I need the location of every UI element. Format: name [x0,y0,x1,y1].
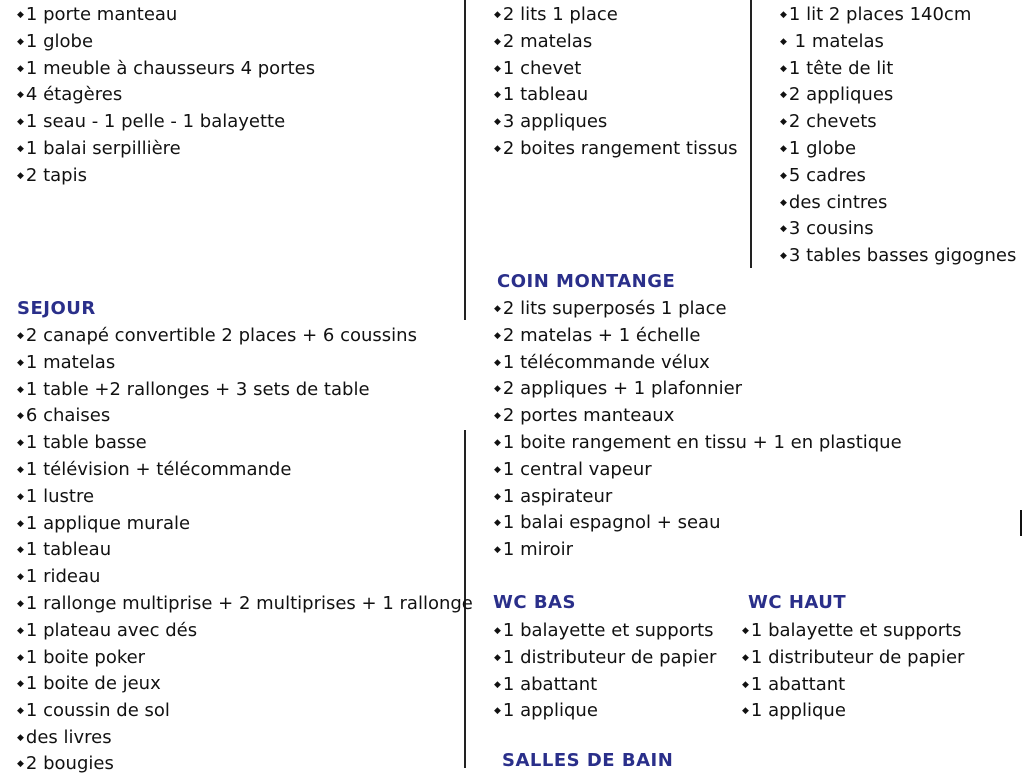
list-wc-haut [742,618,964,725]
list-item: ◆ 1 coussin de sol [17,698,473,725]
list-item: ◆ 2 tapis [17,163,315,190]
list-item: ◆ 2 bougies [17,751,114,778]
list-item: ◆ 2 appliques + 1 plafonnier [494,376,902,403]
list-item: ◆ 1 boite poker [17,645,473,672]
list-item: ◆ 2 portes manteaux [494,403,902,430]
list-item: ◆ 1 globe [780,136,1016,163]
list-item: ◆ 1 globe [17,29,315,56]
list-right-top [780,2,1016,270]
list-item: ◆ 3 appliques [494,109,738,136]
list-item: ◆ des livres [17,725,473,752]
list-item: ◆ 4 étagères [17,82,315,109]
list-item: ◆ 1 lustre [17,484,473,511]
list-item: ◆ 1 boite de jeux [17,671,473,698]
list-item: ◆ 1 rideau [17,564,473,591]
list-item: ◆ 1 balai espagnol + seau [494,510,902,537]
divider-left-top [464,0,466,320]
list-item: ◆ 1 matelas [17,350,473,377]
list-item: ◆ 2 appliques [780,82,1016,109]
list-item: ◆ 1 rallonge multiprise + 2 multiprises + 1 rallonge [17,591,473,618]
section-title-salles-de-bain: SALLES DE BAIN [502,750,674,771]
list-item: ◆ 1 abattant [494,672,716,699]
list-item: ◆ 1 télécommande vélux [494,350,902,377]
list-item: ◆ 2 boites rangement tissus [494,136,738,163]
divider-right-top [750,0,752,268]
list-item: ◆ 1 distributeur de papier [742,645,964,672]
list-item: ◆ 1 table basse [17,430,473,457]
list-item: ◆ 1 porte manteau [17,2,315,29]
list-item: ◆ 1 balai serpillière [17,136,315,163]
section-title-sejour: SEJOUR [17,298,96,319]
list-item: ◆ 2 lits 1 place [494,2,738,29]
list-item: ◆ 1 meuble à chausseurs 4 portes [17,56,315,83]
list-item: ◆ 1 matelas [780,29,1016,56]
list-item: ◆ 1 lit 2 places 140cm [780,2,1016,29]
list-item: ◆ 1 tableau [17,537,473,564]
list-item: ◆ 1 aspirateur [494,484,902,511]
list-item: ◆ 1 boite rangement en tissu + 1 en plastique [494,430,902,457]
list-item: ◆ 1 miroir [494,537,902,564]
list-item: ◆ 2 matelas [494,29,738,56]
section-title-coin-montange: COIN MONTANGE [497,271,676,292]
list-item: ◆ 6 chaises [17,403,473,430]
list-item: ◆ 1 distributeur de papier [494,645,716,672]
list-item: ◆ 1 télévision + télécommande [17,457,473,484]
list-sejour [17,323,473,752]
list-item: ◆ 1 applique [494,698,716,725]
list-item: ◆ 1 abattant [742,672,964,699]
list-item: ◆ 5 cadres [780,163,1016,190]
list-item: ◆ 1 applique murale [17,511,473,538]
list-item: ◆ 1 balayette et supports [494,618,716,645]
list-item: ◆ 3 tables basses gigognes [780,243,1016,270]
list-item: ◆ 1 table +2 rallonges + 3 sets de table [17,377,473,404]
list-item: ◆ 3 cousins [780,216,1016,243]
list-item: ◆ 1 tête de lit [780,56,1016,83]
section-title-wc-haut: WC HAUT [748,592,847,613]
list-wc-bas [494,618,716,725]
list-item: ◆ des cintres [780,190,1016,217]
list-item: ◆ 1 seau - 1 pelle - 1 balayette [17,109,315,136]
list-item: ◆ 2 chevets [780,109,1016,136]
list-item: ◆ 1 tableau [494,82,738,109]
list-coin-montange [494,296,902,564]
section-title-wc-bas: WC BAS [493,592,576,613]
list-mid-top [494,2,738,163]
list-item: ◆ 1 chevet [494,56,738,83]
list-item: ◆ 2 canapé convertible 2 places + 6 coussins [17,323,473,350]
list-item: ◆ 1 balayette et supports [742,618,964,645]
list-item: ◆ 1 central vapeur [494,457,902,484]
list-item: ◆ 1 plateau avec dés [17,618,473,645]
list-item: ◆ 2 lits superposés 1 place [494,296,902,323]
list-item: ◆ 2 matelas + 1 échelle [494,323,902,350]
edge-mark [1020,510,1022,536]
list-left-top [17,2,315,190]
list-item: ◆ 1 applique [742,698,964,725]
